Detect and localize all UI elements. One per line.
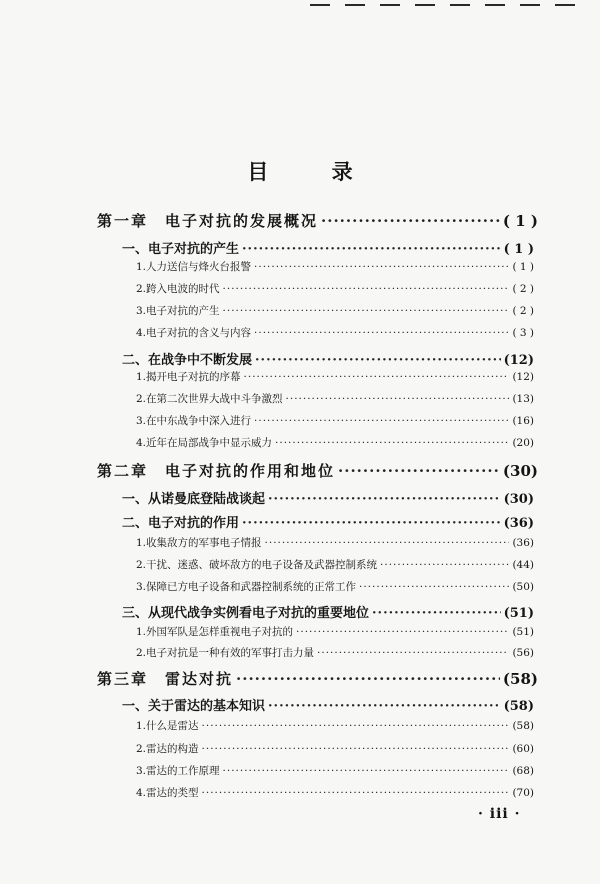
toc-leader-dots	[242, 516, 501, 532]
toc-leader-dots	[380, 559, 509, 572]
toc-entry	[136, 645, 534, 660]
page-number: · iii ·	[478, 806, 521, 822]
toc-entry	[136, 369, 534, 384]
toc-entry-page: (51)	[512, 626, 534, 638]
toc-entry-label: 3.在中东战争中深入进行	[136, 415, 252, 427]
toc-leader-dots	[254, 327, 509, 340]
toc-entry-page: ( 1 )	[503, 242, 534, 257]
toc-entry-label: 1.收集敌方的军事电子情报	[136, 537, 262, 549]
toc-leader-dots	[242, 242, 501, 258]
toc-entry-page: (44)	[512, 559, 534, 571]
toc-leader-dots	[286, 393, 510, 406]
toc-entry-page: (12)	[503, 353, 534, 368]
toc-entry-label: 二、在战争中不断发展	[122, 353, 253, 368]
toc-entry	[136, 281, 534, 296]
page-title: 目 录	[247, 159, 381, 184]
toc-leader-dots	[223, 765, 510, 778]
toc-entry	[136, 624, 534, 639]
toc-leader-dots	[359, 581, 509, 594]
toc-leader-dots	[223, 283, 510, 296]
toc-entry-label: 2.雷达的构造	[136, 743, 199, 755]
toc-entry-label: 2.在第二次世界大战中斗争激烈	[136, 393, 283, 405]
toc-entry-label: 4.电子对抗的含义与内容	[136, 327, 252, 339]
toc-leader-dots	[275, 437, 509, 450]
toc-entry-page: (68)	[512, 765, 534, 777]
toc-entry-page: ( 3 )	[512, 327, 534, 339]
toc-leader-dots	[338, 462, 500, 480]
toc-entry	[136, 325, 534, 340]
toc-entry-label: 4.近年在局部战争中显示威力	[136, 437, 273, 449]
toc-entry-page: (20)	[512, 437, 534, 449]
toc-entry-label: 2.电子对抗是一种有效的军事打击力量	[136, 647, 315, 659]
toc-leader-dots	[255, 353, 501, 369]
toc-entry-page: ( 2 )	[512, 305, 534, 317]
toc-entry-page: (30)	[502, 462, 538, 480]
toc-entry-page: (30)	[503, 492, 534, 507]
toc-entry-page: (56)	[512, 647, 534, 659]
toc-entry-label: 1.人力送信与烽火台报警	[136, 261, 252, 273]
toc-entry	[122, 238, 534, 258]
toc-entry-label: 1.什么是雷达	[136, 720, 199, 732]
toc-entry-label: 一、电子对抗的产生	[122, 242, 240, 257]
toc-entry-page: (13)	[512, 393, 534, 405]
toc-entry-label: 1.揭开电子对抗的序幕	[136, 371, 241, 383]
toc-entry-label: 3.雷达的工作原理	[136, 765, 220, 777]
toc-leader-dots	[265, 537, 510, 550]
toc-entry	[136, 303, 534, 318]
toc-entry-page: (36)	[503, 516, 534, 531]
toc-leader-dots	[296, 626, 509, 639]
toc-entry-label: 3.电子对抗的产生	[136, 305, 220, 317]
toc-entry	[122, 349, 534, 369]
toc-entry-page: (12)	[512, 371, 534, 383]
toc-leader-dots	[268, 492, 501, 508]
toc-entry	[136, 413, 534, 428]
toc-entry	[136, 785, 534, 800]
toc-entry-label: 二、电子对抗的作用	[122, 516, 240, 531]
toc-leader-dots	[202, 743, 510, 756]
toc-entry	[136, 718, 534, 733]
toc-entry-label: 2.干扰、迷惑、破坏敌方的电子设备及武器控制系统	[136, 559, 378, 571]
toc-entry-page: (51)	[503, 606, 534, 621]
toc-entry-label: 第二章 电子对抗的作用和地位	[97, 462, 336, 480]
toc-entry	[122, 488, 534, 508]
toc-entry	[122, 695, 534, 715]
toc-entry-label: 一、关于雷达的基本知识	[122, 699, 266, 714]
toc-leader-dots	[268, 699, 501, 715]
toc-entry-page: (58)	[512, 720, 534, 732]
toc-leader-dots	[254, 261, 509, 274]
toc-entry-label: 一、从诺曼底登陆战谈起	[122, 492, 266, 507]
toc-entry-page: ( 1 )	[512, 261, 534, 273]
toc-entry-label: 第三章 雷达对抗	[97, 670, 234, 688]
toc-leader-dots	[244, 371, 510, 384]
toc-entry-label: 1.外国军队是怎样重视电子对抗的	[136, 626, 294, 638]
toc-entry	[97, 668, 538, 689]
toc-entry-page: ( 2 )	[512, 283, 534, 295]
toc-entry	[122, 512, 534, 532]
toc-entry-label: 2.跨入电波的时代	[136, 283, 220, 295]
toc-entry-page: (58)	[502, 670, 538, 688]
toc-leader-dots	[372, 606, 501, 622]
toc-entry-page: (70)	[512, 787, 534, 799]
toc-leader-dots	[202, 720, 510, 733]
toc-leader-dots	[202, 787, 510, 800]
toc-leader-dots	[236, 670, 500, 688]
toc-entry	[136, 259, 534, 274]
toc-entry	[97, 460, 538, 481]
toc-entry	[136, 579, 534, 594]
toc-leader-dots	[317, 647, 509, 660]
toc-leader-dots	[223, 305, 510, 318]
toc-entry	[136, 763, 534, 778]
toc-entry	[97, 210, 538, 231]
toc-entry-label: 3.保障已方电子设备和武器控制系统的正常工作	[136, 581, 357, 593]
toc-leader-dots	[321, 212, 500, 230]
toc-entry-page: (16)	[512, 415, 534, 427]
toc-entry	[136, 391, 534, 406]
toc-entry	[136, 435, 534, 450]
toc-leader-dots	[254, 415, 509, 428]
toc-entry-label: 三、从现代战争实例看电子对抗的重要地位	[122, 606, 370, 621]
toc-entry-page: (50)	[512, 581, 534, 593]
toc-entry	[136, 557, 534, 572]
toc-entry	[122, 602, 534, 622]
toc-entry	[136, 741, 534, 756]
toc-entry-page: (58)	[503, 699, 534, 714]
toc-entry-label: 第一章 电子对抗的发展概况	[97, 212, 319, 230]
toc-entry-page: (36)	[512, 537, 534, 549]
toc-entry-label: 4.雷达的类型	[136, 787, 199, 799]
toc-entry-page: (60)	[512, 743, 534, 755]
toc-entry	[136, 535, 534, 550]
toc-entry-page: ( 1 )	[502, 212, 538, 230]
